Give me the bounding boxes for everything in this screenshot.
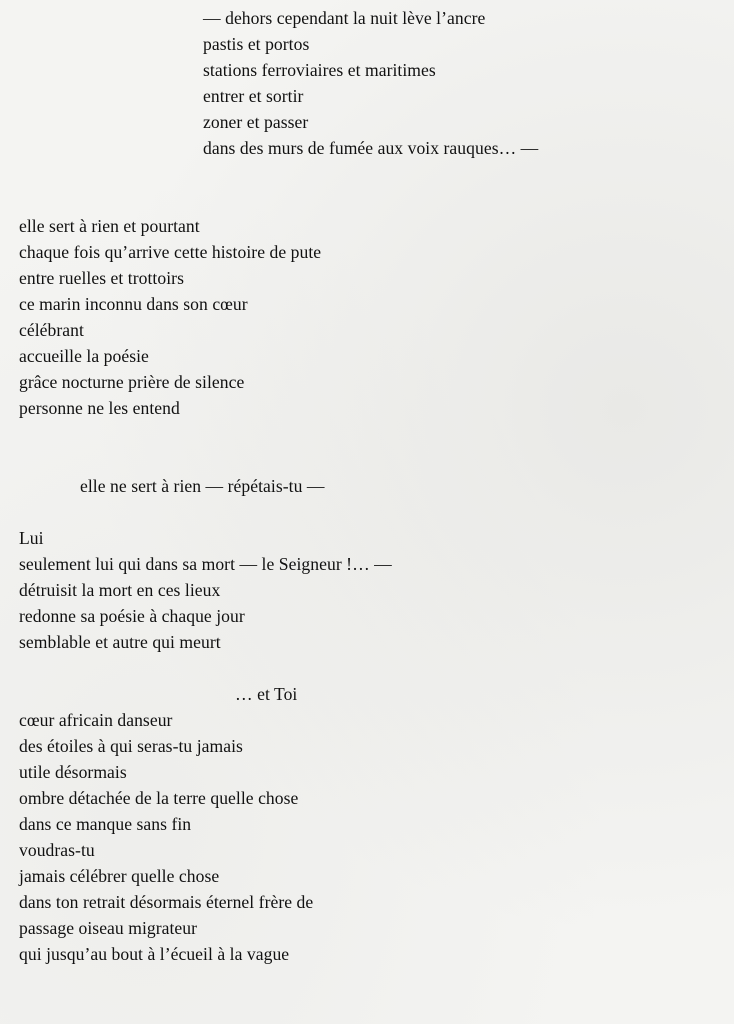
poem-line: dans des murs de fumée aux voix rauques… —	[203, 138, 539, 158]
poem-line: grâce nocturne prière de silence	[19, 372, 245, 392]
poem-line: elle ne sert à rien — répétais-tu —	[80, 476, 325, 496]
stanza-2	[19, 213, 321, 421]
stanza-6	[19, 707, 313, 967]
poem-line: personne ne les entend	[19, 398, 180, 418]
poem-line: cœur africain danseur	[19, 710, 173, 730]
poem-line: Lui	[19, 528, 44, 548]
poem-line: ce marin inconnu dans son cœur	[19, 294, 248, 314]
poem-line: célébrant	[19, 320, 84, 340]
poem-line: passage oiseau migrateur	[19, 918, 198, 938]
poem-line: jamais célébrer quelle chose	[19, 866, 220, 886]
poem-line: voudras-tu	[19, 840, 95, 860]
poem-line: elle sert à rien et pourtant	[19, 216, 200, 236]
poem-line: détruisit la mort en ces lieux	[19, 580, 221, 600]
stanza-3	[80, 473, 325, 499]
stanza-1	[203, 5, 538, 161]
poem-line: semblable et autre qui meurt	[19, 632, 221, 652]
poem-line: redonne sa poésie à chaque jour	[19, 606, 245, 626]
poem-line: … et Toi	[235, 684, 298, 704]
stanza-5	[235, 681, 297, 707]
poem-line: zoner et passer	[203, 112, 309, 132]
poem-line: — dehors cependant la nuit lève l’ancre	[203, 8, 486, 28]
poem-line: entre ruelles et trottoirs	[19, 268, 184, 288]
poem-line: utile désormais	[19, 762, 127, 782]
stanza-4	[19, 525, 392, 655]
poem-line: ombre détachée de la terre quelle chose	[19, 788, 299, 808]
poem-line: pastis et portos	[203, 34, 310, 54]
poem-line: qui jusqu’au bout à l’écueil à la vague	[19, 944, 290, 964]
poem-line: seulement lui qui dans sa mort — le Seigneur !… —	[19, 554, 392, 574]
poem-line: chaque fois qu’arrive cette histoire de pute	[19, 242, 322, 262]
poem-line: entrer et sortir	[203, 86, 304, 106]
poem-line: des étoiles à qui seras-tu jamais	[19, 736, 243, 756]
poem-line: dans ce manque sans fin	[19, 814, 192, 834]
poem-line: stations ferroviaires et maritimes	[203, 60, 436, 80]
poem-line: accueille la poésie	[19, 346, 149, 366]
poem-line: dans ton retrait désormais éternel frère de	[19, 892, 314, 912]
